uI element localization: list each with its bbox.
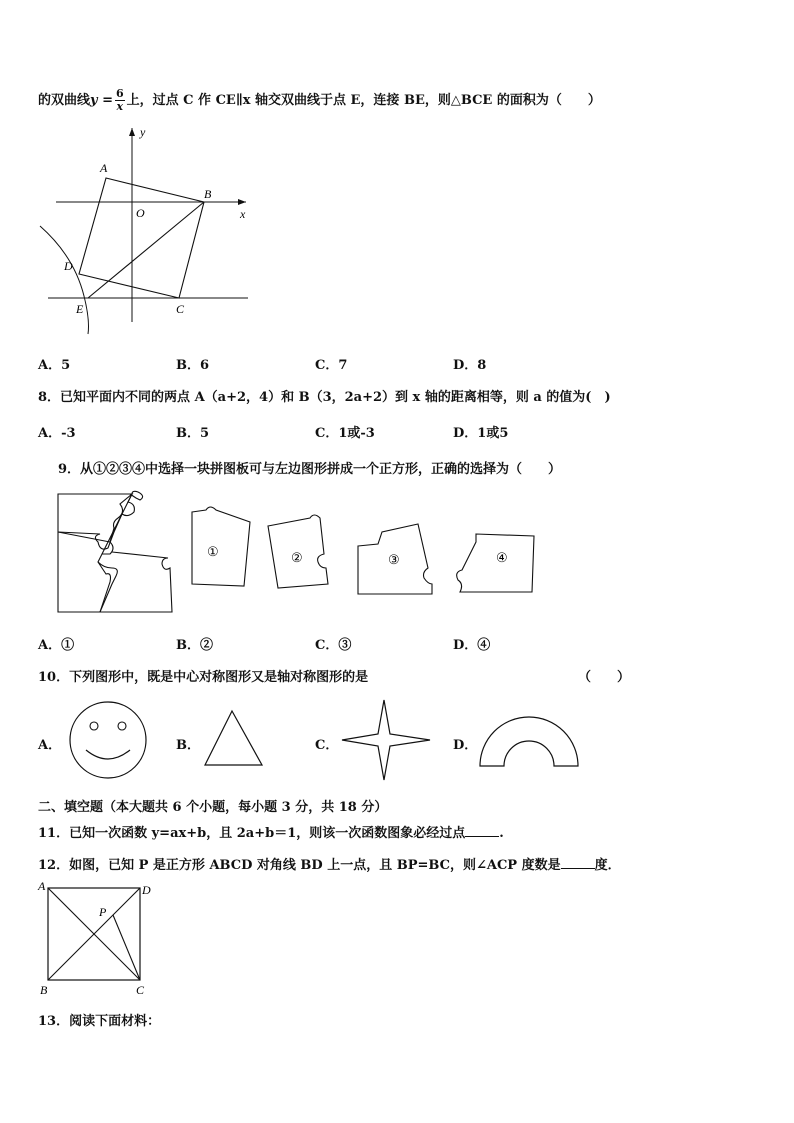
- label-y: y: [140, 125, 146, 139]
- q7-fraction: $\frac{6}{x}$: [116, 87, 124, 113]
- y-axis-arrow: [129, 128, 135, 136]
- piece-2: [268, 515, 328, 588]
- left-composite-shape: [58, 491, 172, 612]
- q8-option-b[interactable]: B．5: [176, 426, 210, 441]
- label-c: C: [176, 302, 185, 316]
- q12-answer-blank[interactable]: [561, 856, 595, 869]
- q10-option-d[interactable]: D．: [453, 738, 478, 753]
- q12-end: 度．: [594, 858, 621, 873]
- hyperbola-branch: [40, 226, 89, 334]
- q10-option-b[interactable]: B．: [176, 738, 200, 753]
- q12-line: [38, 854, 621, 873]
- label-d: D: [64, 259, 73, 273]
- q10-option-c[interactable]: C．: [315, 738, 339, 753]
- label-b: B: [204, 187, 212, 201]
- smiley-face-shape: [66, 698, 152, 782]
- q11-end: .: [499, 826, 504, 841]
- piece-3: [358, 524, 432, 594]
- label-a: A: [100, 161, 108, 175]
- q7-suffix: 上，过点 C 作 CE∥x 轴交双曲线于点 E，连接 BE，则△BCE 的面积为（ ）: [126, 93, 601, 108]
- parallelogram-abcd: [79, 178, 204, 298]
- label-p: P: [99, 905, 107, 919]
- q11-stem: 11．已知一次函数 y=ax+b，且 2a+b＝1，则该一次函数图象必经过点: [38, 826, 466, 841]
- four-point-star-shape: [340, 698, 432, 782]
- segment-be: [88, 202, 204, 298]
- q11-answer-blank[interactable]: [465, 824, 499, 837]
- q7-option-d[interactable]: D．8: [453, 358, 487, 373]
- q7-option-b[interactable]: B．6: [176, 358, 210, 373]
- segment-cp: [113, 915, 140, 980]
- label-c: C: [136, 983, 145, 997]
- q9-stem: 9．从①②③④中选择一块拼图板可与左边图形拼成一个正方形，正确的选择为（ ）: [58, 462, 562, 477]
- q7-stem-line: [38, 88, 601, 113]
- q13-stem: 13．阅读下面材料：: [38, 1014, 161, 1029]
- svg-text:③: ③: [388, 552, 400, 567]
- q10-option-a[interactable]: A．: [38, 738, 62, 753]
- q8-option-d[interactable]: D．1或5: [453, 426, 509, 441]
- q10-paren: （ ）: [578, 670, 631, 685]
- q7-option-c[interactable]: C．7: [315, 358, 348, 373]
- q8-option-c[interactable]: C．1或-3: [315, 426, 375, 441]
- q7-option-a[interactable]: A．5: [38, 358, 71, 373]
- q9-figure: [52, 488, 552, 622]
- svg-text:④: ④: [496, 550, 508, 565]
- x-axis-arrow: [238, 199, 246, 205]
- q12-figure: [34, 878, 158, 1002]
- half-ring-shape: [478, 708, 580, 768]
- q9-option-d[interactable]: D．④: [453, 638, 491, 653]
- label-d: D: [142, 883, 151, 897]
- q8-stem: 8．已知平面内不同的两点 A（a+2，4）和 B（3，2a+2）到 x 轴的距离相等，则 a 的值为( ): [38, 390, 611, 405]
- q11-line: [38, 822, 504, 841]
- q7-figure: [36, 124, 256, 336]
- piece-1: [192, 507, 250, 586]
- label-o: O: [136, 206, 145, 220]
- q9-option-b[interactable]: B．②: [176, 638, 213, 653]
- q7-prefix: 的双曲线: [38, 93, 91, 108]
- q9-option-a[interactable]: A．①: [38, 638, 75, 653]
- section-2-title: 二、填空题（本大题共 6 个小题，每小题 3 分，共 18 分）: [38, 800, 388, 815]
- label-a: A: [38, 879, 46, 893]
- label-e: E: [76, 302, 84, 316]
- q7-eq-lhs: y =: [90, 93, 113, 108]
- triangle-shape: [202, 708, 266, 768]
- label-x: x: [240, 207, 246, 221]
- svg-text:①: ①: [207, 544, 219, 559]
- q10-stem: 10．下列图形中，既是中心对称图形又是轴对称图形的是: [38, 670, 369, 685]
- q12-stem: 12．如图，已知 P 是正方形 ABCD 对角线 BD 上一点，且 BP=BC，则∠ACP 度数是: [38, 858, 561, 873]
- q9-option-c[interactable]: C．③: [315, 638, 352, 653]
- label-b: B: [40, 983, 48, 997]
- piece-4: [457, 534, 534, 592]
- svg-text:②: ②: [291, 550, 303, 565]
- q8-option-a[interactable]: A．-3: [38, 426, 76, 441]
